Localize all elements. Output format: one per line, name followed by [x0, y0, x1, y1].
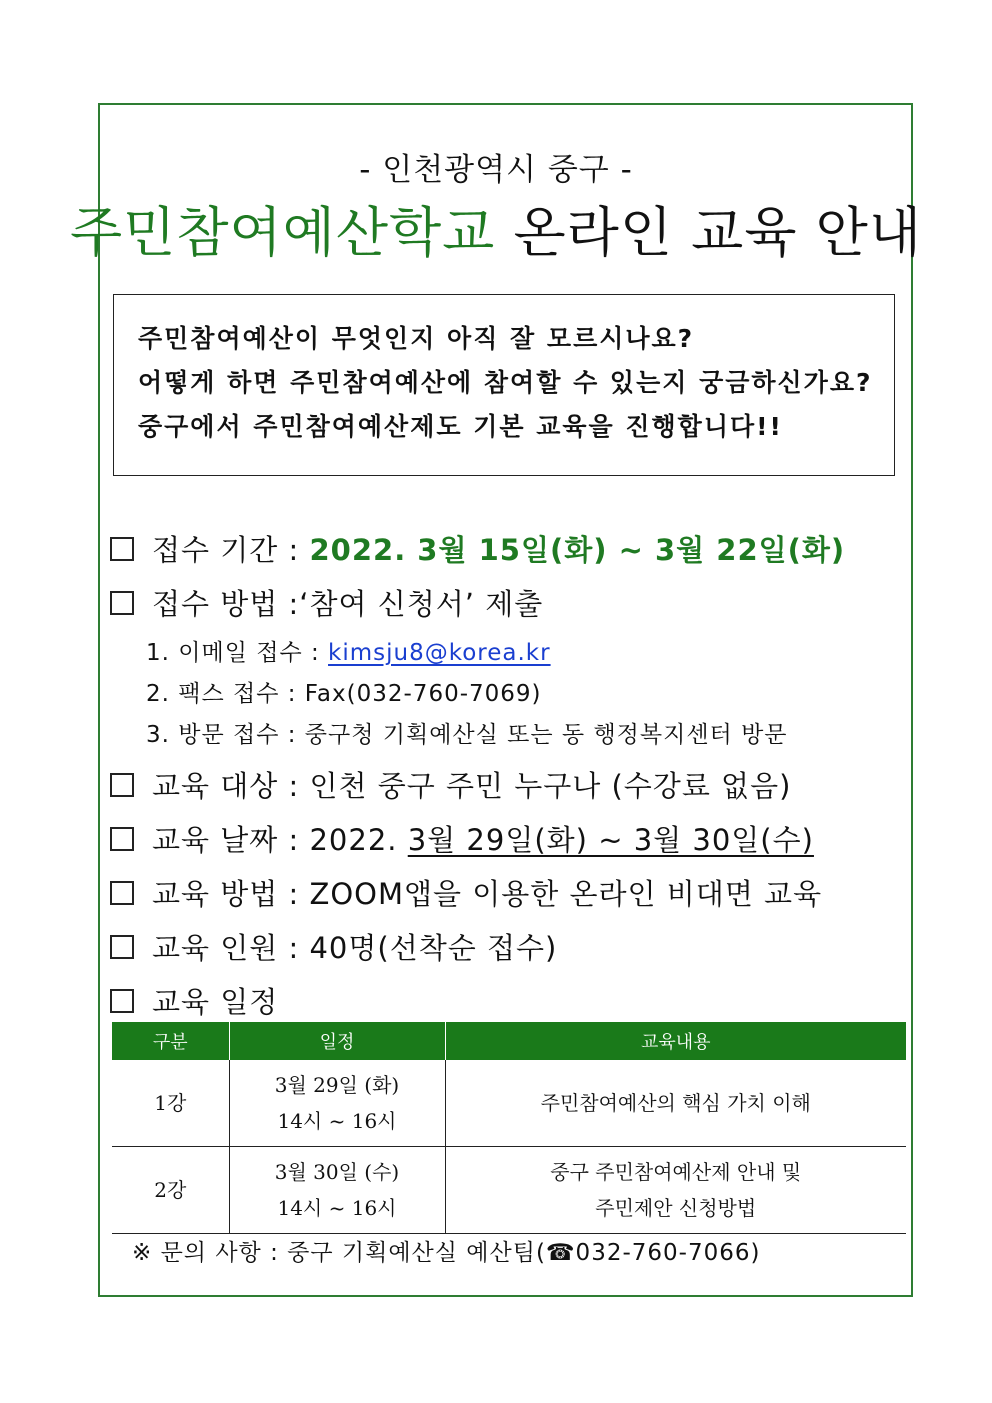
email-link[interactable]: kimsju8@korea.kr: [328, 640, 551, 666]
target-row: [110, 764, 791, 805]
method-value: ZOOM앱을 이용한 온라인 비대면 교육: [309, 877, 823, 911]
header-session: 구분: [112, 1022, 229, 1060]
notice-line-3: 중구에서 주민참여예산제도 기본 교육을 진행합니다!!: [138, 412, 783, 441]
method-row: [110, 872, 822, 913]
visit-reception: 3. 방문 접수 : 중구청 기획예산실 또는 동 행정복지센터 방문: [146, 722, 788, 748]
notice-line-1: 주민참여예산이 무엇인지 아직 잘 모르시나요?: [138, 324, 695, 353]
capacity-label: 교육 인원 :: [152, 931, 300, 965]
schedule-table: [112, 1022, 906, 1234]
table-row: [112, 1147, 906, 1234]
table-row: [112, 1060, 906, 1147]
schedule-row: [110, 980, 278, 1021]
reception-method-label: 접수 방법 :: [152, 587, 300, 621]
session-cell: 2강: [112, 1147, 229, 1234]
checkbox-square-icon: [110, 881, 134, 905]
checkbox-square-icon: [110, 935, 134, 959]
table-header-row: [112, 1022, 906, 1060]
reception-method-value: ‘참여 신청서’ 제출: [299, 587, 544, 621]
capacity-row: [110, 926, 557, 967]
checkbox-square-icon: [110, 989, 134, 1013]
contact-info: ※ 문의 사항 : 중구 기획예산실 예산팀(☎032-760-7066): [132, 1240, 761, 1266]
reception-period-row: [110, 528, 845, 569]
session-date: 3월 29일 (화): [274, 1073, 400, 1097]
checkbox-square-icon: [110, 591, 134, 615]
date-cell: [229, 1147, 445, 1234]
content-line-1: 주민참여예산의 핵심 가치 이해: [540, 1091, 811, 1115]
title-green: 주민참여예산학교: [70, 201, 496, 264]
session-cell: 1강: [112, 1060, 229, 1147]
page-title: [0, 190, 992, 267]
header-date: 일정: [229, 1022, 445, 1060]
notice-line-2: 어떻게 하면 주민참여예산에 참여할 수 있는지 궁금하신가요?: [138, 368, 873, 397]
target-label: 교육 대상 :: [152, 769, 300, 803]
reception-period-label: 접수 기간 :: [152, 533, 300, 567]
checkbox-square-icon: [110, 827, 134, 851]
header-content: 교육내용: [445, 1022, 906, 1060]
content-line-1: 중구 주민참여예산제 안내 및: [550, 1160, 802, 1184]
session-time: 14시 ~ 16시: [277, 1196, 397, 1220]
email-reception: [146, 634, 551, 667]
title-rest: 온라인 교육 안내: [513, 201, 922, 264]
fax-reception: 2. 팩스 접수 : Fax(032-760-7069): [146, 681, 542, 707]
date-prefix: 2022.: [309, 823, 398, 857]
intro-notice-box: [113, 294, 895, 476]
session-time: 14시 ~ 16시: [277, 1109, 397, 1133]
reception-method-row: [110, 582, 543, 623]
method-label: 교육 방법 :: [152, 877, 300, 911]
reception-period-value: 2022. 3월 15일(화) ~ 3월 22일(화): [309, 533, 846, 567]
session-date: 3월 30일 (수): [274, 1160, 400, 1184]
content-cell: [445, 1060, 906, 1147]
capacity-value: 40명(선착순 접수): [309, 931, 558, 965]
date-cell: [229, 1060, 445, 1147]
content-cell: [445, 1147, 906, 1234]
subtitle: - 인천광역시 중구 -: [359, 152, 633, 188]
target-value: 인천 중구 주민 누구나 (수강료 없음): [309, 769, 792, 803]
content-line-2: 주민제안 신청방법: [595, 1196, 757, 1220]
email-label: 1. 이메일 접수 :: [146, 640, 320, 666]
checkbox-square-icon: [110, 537, 134, 561]
date-value: 3월 29일(화) ~ 3월 30일(수): [407, 823, 814, 857]
checkbox-square-icon: [110, 773, 134, 797]
date-label: 교육 날짜 :: [152, 823, 300, 857]
schedule-label: 교육 일정: [152, 985, 279, 1019]
date-row: [110, 818, 814, 859]
